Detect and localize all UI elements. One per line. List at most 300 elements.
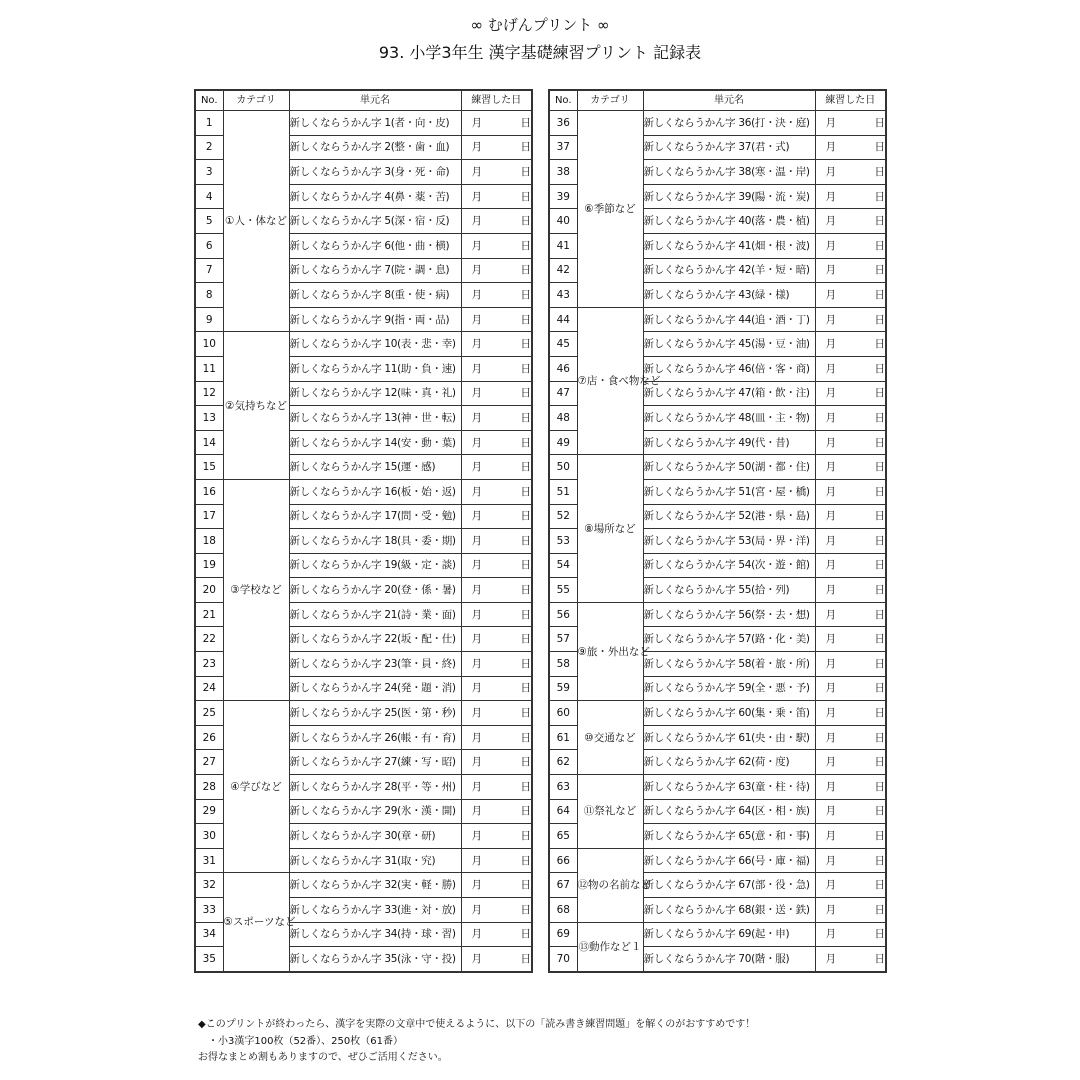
record-table-left <box>194 89 533 973</box>
day-label: 日 <box>520 387 531 400</box>
month-label: 月 <box>825 461 836 474</box>
practice-date-cell[interactable] <box>815 209 886 234</box>
day-label: 日 <box>874 461 885 474</box>
practice-date-cell[interactable] <box>461 750 532 775</box>
row-number: 7 <box>195 258 223 283</box>
row-number: 33 <box>195 898 223 923</box>
month-label: 月 <box>471 534 482 547</box>
month-label: 月 <box>825 830 836 843</box>
practice-date-cell[interactable] <box>815 602 886 627</box>
day-label: 日 <box>520 707 531 720</box>
unit-name-cell: 新しくならうかん字 34(持・球・習) <box>289 922 461 947</box>
row-number: 56 <box>549 602 577 627</box>
unit-name-cell: 新しくならうかん字 30(章・研) <box>289 824 461 849</box>
category-cell: ⑧場所など <box>577 455 643 603</box>
month-label: 月 <box>471 264 482 277</box>
row-number: 27 <box>195 750 223 775</box>
unit-name-cell: 新しくならうかん字 59(全・悪・予) <box>643 676 815 701</box>
day-label: 日 <box>520 411 531 424</box>
row-number: 40 <box>549 209 577 234</box>
column-header-category: カテゴリ <box>223 90 289 111</box>
row-number: 36 <box>549 111 577 136</box>
day-label: 日 <box>874 559 885 572</box>
practice-date-cell[interactable] <box>815 233 886 258</box>
unit-name-cell: 新しくならうかん字 26(帳・有・育) <box>289 725 461 750</box>
unit-name-cell: 新しくならうかん字 17(問・受・勉) <box>289 504 461 529</box>
practice-date-cell[interactable] <box>461 283 532 308</box>
month-label: 月 <box>825 338 836 351</box>
practice-date-cell[interactable] <box>815 553 886 578</box>
row-number: 20 <box>195 578 223 603</box>
unit-name-cell: 新しくならうかん字 21(詩・業・面) <box>289 602 461 627</box>
day-label: 日 <box>874 707 885 720</box>
table-row <box>195 111 532 136</box>
month-label: 月 <box>471 461 482 474</box>
practice-date-cell[interactable] <box>461 160 532 185</box>
practice-date-cell[interactable] <box>815 799 886 824</box>
month-label: 月 <box>471 387 482 400</box>
month-label: 月 <box>825 805 836 818</box>
practice-date-cell[interactable] <box>461 701 532 726</box>
category-cell: ⑫物の名前など <box>577 848 643 922</box>
practice-date-cell[interactable] <box>815 848 886 873</box>
practice-date-cell[interactable] <box>815 135 886 160</box>
practice-date-cell[interactable] <box>815 922 886 947</box>
month-label: 月 <box>471 141 482 154</box>
practice-date-cell[interactable] <box>461 848 532 873</box>
unit-name-cell: 新しくならうかん字 49(代・昔) <box>643 430 815 455</box>
row-number: 6 <box>195 233 223 258</box>
practice-date-cell[interactable] <box>461 898 532 923</box>
day-label: 日 <box>520 854 531 867</box>
row-number: 43 <box>549 283 577 308</box>
practice-date-cell[interactable] <box>815 652 886 677</box>
practice-date-cell[interactable] <box>815 578 886 603</box>
practice-date-cell[interactable] <box>461 578 532 603</box>
practice-date-cell[interactable] <box>815 430 886 455</box>
day-label: 日 <box>520 559 531 572</box>
day-label: 日 <box>520 485 531 498</box>
month-label: 月 <box>825 141 836 154</box>
month-label: 月 <box>825 707 836 720</box>
day-label: 日 <box>874 436 885 449</box>
day-label: 日 <box>874 165 885 178</box>
day-label: 日 <box>520 534 531 547</box>
day-label: 日 <box>874 239 885 252</box>
practice-date-cell[interactable] <box>461 406 532 431</box>
day-label: 日 <box>874 190 885 203</box>
practice-date-cell[interactable] <box>815 676 886 701</box>
row-number: 68 <box>549 898 577 923</box>
month-label: 月 <box>825 879 836 892</box>
month-label: 月 <box>471 510 482 523</box>
row-number: 51 <box>549 479 577 504</box>
day-label: 日 <box>520 952 531 965</box>
month-label: 月 <box>471 411 482 424</box>
month-label: 月 <box>471 879 482 892</box>
footer-notes <box>198 1017 755 1067</box>
month-label: 月 <box>471 288 482 301</box>
practice-date-cell[interactable] <box>461 775 532 800</box>
practice-date-cell[interactable] <box>461 356 532 381</box>
unit-name-cell: 新しくならうかん字 13(神・世・転) <box>289 406 461 431</box>
month-label: 月 <box>825 633 836 646</box>
month-label: 月 <box>825 510 836 523</box>
month-label: 月 <box>471 731 482 744</box>
practice-date-cell[interactable] <box>461 307 532 332</box>
unit-name-cell: 新しくならうかん字 58(着・旅・所) <box>643 652 815 677</box>
row-number: 2 <box>195 135 223 160</box>
month-label: 月 <box>825 239 836 252</box>
day-label: 日 <box>874 141 885 154</box>
practice-date-cell[interactable] <box>815 627 886 652</box>
practice-date-cell[interactable] <box>461 258 532 283</box>
row-number: 4 <box>195 184 223 209</box>
month-label: 月 <box>471 584 482 597</box>
row-number: 58 <box>549 652 577 677</box>
unit-name-cell: 新しくならうかん字 47(箱・飲・注) <box>643 381 815 406</box>
day-label: 日 <box>874 756 885 769</box>
day-label: 日 <box>874 362 885 375</box>
unit-name-cell: 新しくならうかん字 62(荷・度) <box>643 750 815 775</box>
month-label: 月 <box>471 830 482 843</box>
month-label: 月 <box>471 313 482 326</box>
practice-date-cell[interactable] <box>815 750 886 775</box>
day-label: 日 <box>874 903 885 916</box>
practice-date-cell[interactable] <box>461 602 532 627</box>
day-label: 日 <box>520 116 531 129</box>
day-label: 日 <box>874 731 885 744</box>
row-number: 16 <box>195 479 223 504</box>
unit-name-cell: 新しくならうかん字 32(実・軽・勝) <box>289 873 461 898</box>
unit-name-cell: 新しくならうかん字 24(発・題・消) <box>289 676 461 701</box>
table-row <box>195 332 532 357</box>
practice-date-cell[interactable] <box>815 332 886 357</box>
day-label: 日 <box>874 288 885 301</box>
row-number: 8 <box>195 283 223 308</box>
day-label: 日 <box>520 165 531 178</box>
day-label: 日 <box>874 584 885 597</box>
unit-name-cell: 新しくならうかん字 16(板・始・返) <box>289 479 461 504</box>
category-cell: ⑨旅・外出など <box>577 602 643 700</box>
row-number: 41 <box>549 233 577 258</box>
row-number: 35 <box>195 947 223 972</box>
practice-date-cell[interactable] <box>815 725 886 750</box>
practice-date-cell[interactable] <box>815 184 886 209</box>
month-label: 月 <box>471 928 482 941</box>
row-number: 49 <box>549 430 577 455</box>
unit-name-cell: 新しくならうかん字 70(階・服) <box>643 947 815 972</box>
unit-name-cell: 新しくならうかん字 42(羊・短・暗) <box>643 258 815 283</box>
practice-date-cell[interactable] <box>815 504 886 529</box>
unit-name-cell: 新しくならうかん字 52(港・県・島) <box>643 504 815 529</box>
day-label: 日 <box>520 288 531 301</box>
month-label: 月 <box>825 485 836 498</box>
row-number: 25 <box>195 701 223 726</box>
day-label: 日 <box>874 411 885 424</box>
day-label: 日 <box>874 338 885 351</box>
practice-date-cell[interactable] <box>461 824 532 849</box>
practice-date-cell[interactable] <box>461 553 532 578</box>
month-label: 月 <box>471 485 482 498</box>
unit-name-cell: 新しくならうかん字 64(区・相・族) <box>643 799 815 824</box>
day-label: 日 <box>874 608 885 621</box>
practice-date-cell[interactable] <box>461 184 532 209</box>
day-label: 日 <box>874 534 885 547</box>
month-label: 月 <box>825 903 836 916</box>
day-label: 日 <box>520 830 531 843</box>
document-title: 93. 小学3年生 漢字基礎練習プリント 記録表 <box>378 43 702 62</box>
row-number: 18 <box>195 529 223 554</box>
practice-date-cell[interactable] <box>815 307 886 332</box>
practice-date-cell[interactable] <box>815 381 886 406</box>
unit-name-cell: 新しくならうかん字 22(坂・配・仕) <box>289 627 461 652</box>
row-number: 34 <box>195 922 223 947</box>
unit-name-cell: 新しくならうかん字 44(追・酒・丁) <box>643 307 815 332</box>
practice-date-cell[interactable] <box>461 922 532 947</box>
practice-date-cell[interactable] <box>461 111 532 136</box>
column-header-date: 練習した日 <box>461 90 532 111</box>
month-label: 月 <box>471 952 482 965</box>
unit-name-cell: 新しくならうかん字 29(氷・漢・開) <box>289 799 461 824</box>
unit-name-cell: 新しくならうかん字 39(陽・流・炭) <box>643 184 815 209</box>
row-number: 54 <box>549 553 577 578</box>
day-label: 日 <box>874 805 885 818</box>
category-cell: ⑩交通など <box>577 701 643 775</box>
day-label: 日 <box>874 633 885 646</box>
row-number: 31 <box>195 848 223 873</box>
unit-name-cell: 新しくならうかん字 51(宮・屋・橋) <box>643 479 815 504</box>
unit-name-cell: 新しくならうかん字 61(央・由・駅) <box>643 725 815 750</box>
table-row <box>549 922 886 947</box>
practice-date-cell[interactable] <box>461 455 532 480</box>
unit-name-cell: 新しくならうかん字 45(湯・豆・油) <box>643 332 815 357</box>
row-number: 26 <box>195 725 223 750</box>
column-header-unit: 単元名 <box>289 90 461 111</box>
row-number: 22 <box>195 627 223 652</box>
month-label: 月 <box>471 436 482 449</box>
row-number: 21 <box>195 602 223 627</box>
unit-name-cell: 新しくならうかん字 8(重・使・病) <box>289 283 461 308</box>
practice-date-cell[interactable] <box>815 406 886 431</box>
row-number: 65 <box>549 824 577 849</box>
row-number: 1 <box>195 111 223 136</box>
unit-name-cell: 新しくならうかん字 31(取・究) <box>289 848 461 873</box>
day-label: 日 <box>520 780 531 793</box>
row-number: 50 <box>549 455 577 480</box>
unit-name-cell: 新しくならうかん字 63(童・柱・待) <box>643 775 815 800</box>
practice-date-cell[interactable] <box>461 332 532 357</box>
practice-date-cell[interactable] <box>461 504 532 529</box>
practice-date-cell[interactable] <box>815 160 886 185</box>
month-label: 月 <box>471 756 482 769</box>
category-cell: ⑥季節など <box>577 111 643 308</box>
month-label: 月 <box>825 928 836 941</box>
row-number: 28 <box>195 775 223 800</box>
category-cell: ③学校など <box>223 479 289 700</box>
unit-name-cell: 新しくならうかん字 23(筆・員・終) <box>289 652 461 677</box>
unit-name-cell: 新しくならうかん字 12(味・真・礼) <box>289 381 461 406</box>
day-label: 日 <box>874 313 885 326</box>
unit-name-cell: 新しくならうかん字 11(助・負・速) <box>289 356 461 381</box>
practice-date-cell[interactable] <box>815 873 886 898</box>
practice-date-cell[interactable] <box>815 258 886 283</box>
day-label: 日 <box>520 313 531 326</box>
practice-date-cell[interactable] <box>815 529 886 554</box>
month-label: 月 <box>825 682 836 695</box>
day-label: 日 <box>520 510 531 523</box>
practice-date-cell[interactable] <box>815 701 886 726</box>
unit-name-cell: 新しくならうかん字 33(進・対・放) <box>289 898 461 923</box>
day-label: 日 <box>874 264 885 277</box>
unit-name-cell: 新しくならうかん字 36(打・決・庭) <box>643 111 815 136</box>
day-label: 日 <box>874 657 885 670</box>
category-cell: ⑪祭礼など <box>577 775 643 849</box>
unit-name-cell: 新しくならうかん字 25(医・第・秒) <box>289 701 461 726</box>
month-label: 月 <box>471 190 482 203</box>
month-label: 月 <box>825 288 836 301</box>
table-row <box>549 848 886 873</box>
note-recommendation: ◆このプリントが終わったら、漢字を実際の文章中で使えるように、以下の「読み書き練習問題」を解くのがおすすめです！ <box>198 1019 756 1030</box>
practice-date-cell[interactable] <box>461 676 532 701</box>
month-label: 月 <box>825 362 836 375</box>
column-header-date: 練習した日 <box>815 90 886 111</box>
unit-name-cell: 新しくならうかん字 37(君・式) <box>643 135 815 160</box>
practice-date-cell[interactable] <box>461 799 532 824</box>
practice-date-cell[interactable] <box>815 111 886 136</box>
month-label: 月 <box>471 165 482 178</box>
unit-name-cell: 新しくならうかん字 7(院・調・息) <box>289 258 461 283</box>
unit-name-cell: 新しくならうかん字 68(銀・送・鉄) <box>643 898 815 923</box>
row-number: 11 <box>195 356 223 381</box>
month-label: 月 <box>471 338 482 351</box>
table-row <box>549 111 886 136</box>
column-header-no: No. <box>549 90 577 111</box>
practice-date-cell[interactable] <box>815 775 886 800</box>
day-label: 日 <box>874 116 885 129</box>
unit-name-cell: 新しくならうかん字 53(局・界・洋) <box>643 529 815 554</box>
unit-name-cell: 新しくならうかん字 28(平・等・州) <box>289 775 461 800</box>
practice-date-cell[interactable] <box>461 209 532 234</box>
practice-date-cell[interactable] <box>461 479 532 504</box>
month-label: 月 <box>825 657 836 670</box>
unit-name-cell: 新しくならうかん字 1(者・向・皮) <box>289 111 461 136</box>
month-label: 月 <box>825 534 836 547</box>
table-row <box>549 602 886 627</box>
table-row <box>549 775 886 800</box>
day-label: 日 <box>874 928 885 941</box>
category-cell: ⑤スポーツなど <box>223 873 289 972</box>
row-number: 70 <box>549 947 577 972</box>
row-number: 39 <box>549 184 577 209</box>
practice-date-cell[interactable] <box>815 356 886 381</box>
row-number: 48 <box>549 406 577 431</box>
practice-date-cell[interactable] <box>461 135 532 160</box>
day-label: 日 <box>874 952 885 965</box>
day-label: 日 <box>874 854 885 867</box>
row-number: 24 <box>195 676 223 701</box>
row-number: 67 <box>549 873 577 898</box>
row-number: 42 <box>549 258 577 283</box>
unit-name-cell: 新しくならうかん字 18(具・委・期) <box>289 529 461 554</box>
unit-name-cell: 新しくならうかん字 69(起・申) <box>643 922 815 947</box>
practice-date-cell[interactable] <box>461 652 532 677</box>
table-row <box>549 701 886 726</box>
table-row <box>549 455 886 480</box>
month-label: 月 <box>825 264 836 277</box>
practice-date-cell[interactable] <box>461 381 532 406</box>
day-label: 日 <box>520 239 531 252</box>
row-number: 55 <box>549 578 577 603</box>
unit-name-cell: 新しくならうかん字 2(整・歯・血) <box>289 135 461 160</box>
row-number: 64 <box>549 799 577 824</box>
practice-date-cell[interactable] <box>461 233 532 258</box>
site-title: ∞ むげんプリント ∞ <box>470 16 610 34</box>
month-label: 月 <box>825 215 836 228</box>
table-header-row <box>549 90 886 111</box>
practice-date-cell[interactable] <box>461 529 532 554</box>
unit-name-cell: 新しくならうかん字 65(意・和・事) <box>643 824 815 849</box>
row-number: 47 <box>549 381 577 406</box>
practice-date-cell[interactable] <box>815 479 886 504</box>
row-number: 30 <box>195 824 223 849</box>
month-label: 月 <box>825 854 836 867</box>
column-header-category: カテゴリ <box>577 90 643 111</box>
row-number: 66 <box>549 848 577 873</box>
table-header-row <box>195 90 532 111</box>
practice-date-cell[interactable] <box>815 898 886 923</box>
row-number: 59 <box>549 676 577 701</box>
day-label: 日 <box>520 141 531 154</box>
table-row <box>195 701 532 726</box>
day-label: 日 <box>520 657 531 670</box>
unit-name-cell: 新しくならうかん字 5(深・宿・反) <box>289 209 461 234</box>
practice-date-cell[interactable] <box>461 725 532 750</box>
unit-name-cell: 新しくならうかん字 14(安・動・葉) <box>289 430 461 455</box>
row-number: 23 <box>195 652 223 677</box>
row-number: 53 <box>549 529 577 554</box>
practice-date-cell[interactable] <box>461 873 532 898</box>
row-number: 60 <box>549 701 577 726</box>
practice-date-cell[interactable] <box>815 455 886 480</box>
unit-name-cell: 新しくならうかん字 55(拾・列) <box>643 578 815 603</box>
category-cell: ⑬動作など１ <box>577 922 643 972</box>
practice-date-cell[interactable] <box>461 430 532 455</box>
column-header-unit: 単元名 <box>643 90 815 111</box>
day-label: 日 <box>520 903 531 916</box>
row-number: 46 <box>549 356 577 381</box>
practice-date-cell[interactable] <box>461 627 532 652</box>
day-label: 日 <box>520 190 531 203</box>
month-label: 月 <box>471 657 482 670</box>
practice-date-cell[interactable] <box>461 947 532 972</box>
day-label: 日 <box>874 682 885 695</box>
practice-date-cell[interactable] <box>815 824 886 849</box>
table-row <box>195 479 532 504</box>
day-label: 日 <box>520 731 531 744</box>
row-number: 62 <box>549 750 577 775</box>
category-cell: ①人・体など <box>223 111 289 332</box>
practice-date-cell[interactable] <box>815 947 886 972</box>
month-label: 月 <box>471 633 482 646</box>
day-label: 日 <box>520 879 531 892</box>
practice-date-cell[interactable] <box>815 283 886 308</box>
day-label: 日 <box>520 264 531 277</box>
table-row <box>195 873 532 898</box>
column-header-no: No. <box>195 90 223 111</box>
month-label: 月 <box>825 116 836 129</box>
row-number: 57 <box>549 627 577 652</box>
